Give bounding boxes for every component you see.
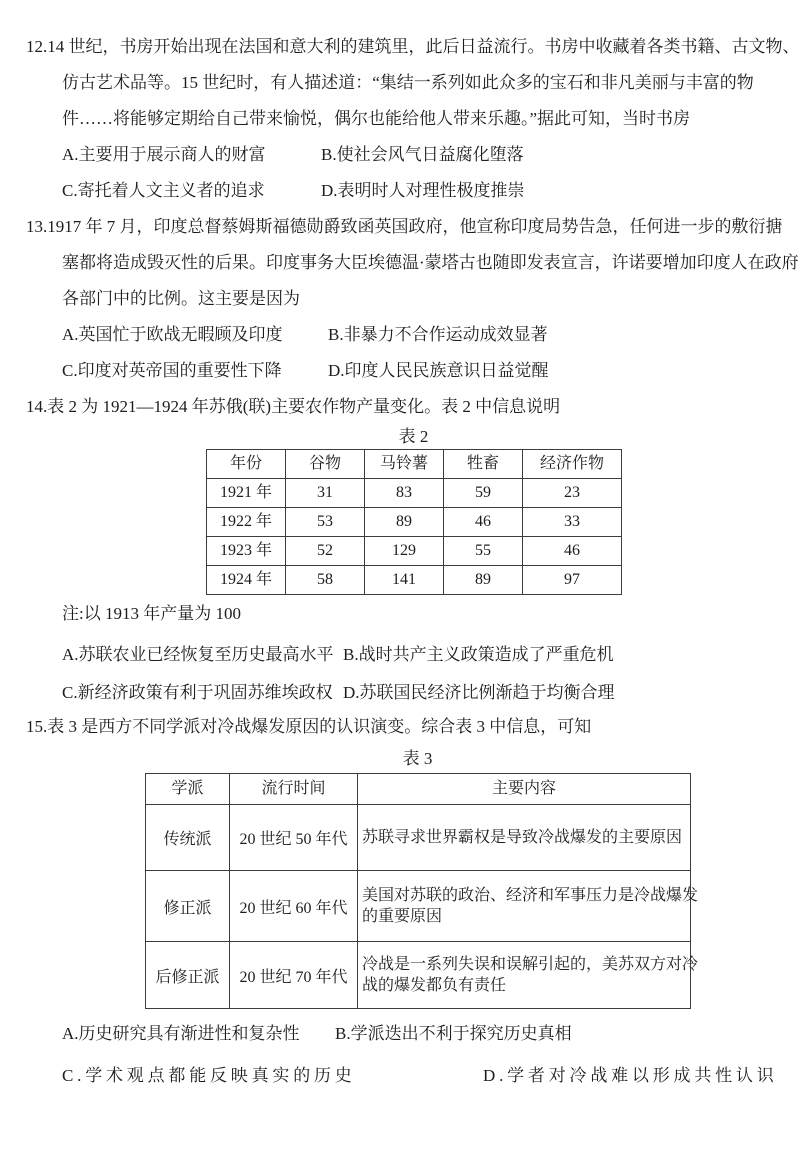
table-2-header-cell: 经济作物 xyxy=(523,450,622,479)
table-2-cell: 97 xyxy=(523,566,622,595)
table-3-content-cell xyxy=(358,871,699,942)
table-3-header-cell: 流行时间 xyxy=(230,774,358,805)
table-2-cell: 1922 年 xyxy=(207,508,286,537)
table-2-row xyxy=(207,537,622,566)
table-3-title: 表 3 xyxy=(402,749,433,768)
table-3-period-cell: 20 世纪 50 年代 xyxy=(230,805,358,871)
table-3-row xyxy=(146,942,691,1009)
table-2-cell: 129 xyxy=(365,537,444,566)
question-13 xyxy=(0,209,800,389)
table-3-header-row xyxy=(146,774,691,805)
question-12-line-1: 12.14 世纪，书房开始出现在法国和意大利的建筑里，此后日益流行。书房中收藏着各类书籍、古文物、 xyxy=(26,37,800,56)
table-2-cell: 46 xyxy=(444,508,523,537)
question-14-options-row-1 xyxy=(0,633,800,676)
question-13-line-2: 塞都将造成毁灭性的后果。印度事务大臣埃德温·蒙塔古也随即发表宣言，许诺要增加印度人在政府 xyxy=(62,253,799,272)
table-3-content-line: 美国对苏联的政治、经济和军事压力是冷战爆发 xyxy=(362,887,699,904)
question-12 xyxy=(0,29,800,209)
question-15-intro: 15.表 3 是西方不同学派对冷战爆发原因的认识演变。综合表 3 中信息，可知 xyxy=(26,717,592,736)
table-2-cell: 55 xyxy=(444,537,523,566)
question-13-line-3: 各部门中的比例。这主要是因为 xyxy=(62,289,300,308)
table-3-period-cell: 20 世纪 70 年代 xyxy=(230,942,358,1009)
option-13-b: B.非暴力不合作运动成效显著 xyxy=(328,325,548,344)
question-15-options-row-2 xyxy=(0,1058,800,1094)
table-2-title: 表 2 xyxy=(398,427,429,446)
table-2-cell: 89 xyxy=(365,508,444,537)
table-3-content-line: 战的爆发都负有责任 xyxy=(362,977,507,994)
table-2-cell: 89 xyxy=(444,566,523,595)
question-13-options-row-1 xyxy=(0,317,800,353)
question-13-options-row-2 xyxy=(0,353,800,389)
option-12-c: C.寄托着人文主义者的追求 xyxy=(62,181,265,200)
table-2-header-cell: 年份 xyxy=(207,450,286,479)
option-13-c: C.印度对英帝国的重要性下降 xyxy=(62,361,282,380)
question-15-options-row-1 xyxy=(0,1009,800,1058)
table-3 xyxy=(145,773,699,1009)
table-2-cell: 46 xyxy=(523,537,622,566)
table-2-cell: 52 xyxy=(286,537,365,566)
option-14-b: B.战时共产主义政策造成了严重危机 xyxy=(343,645,614,664)
option-14-a: A.苏联农业已经恢复至历史最高水平 xyxy=(62,645,334,664)
table-3-school-cell: 传统派 xyxy=(146,805,230,871)
table-3-row xyxy=(146,805,691,871)
table-3-content-cell xyxy=(358,942,699,1009)
table-3-content-line: 冷战是一系列失误和误解引起的，美苏双方对冷 xyxy=(362,956,699,973)
table-2-header-row xyxy=(207,450,622,479)
table-3-school-cell: 修正派 xyxy=(146,871,230,942)
question-14-intro: 14.表 2 为 1921—1924 年苏俄(联)主要农作物产量变化。表 2 中信息说明 xyxy=(26,397,561,416)
question-12-line-2: 仿古艺术品等。15 世纪时，有人描述道：“集结一系列如此众多的宝石和非凡美丽与丰富的物 xyxy=(62,73,754,92)
table-2-cell: 83 xyxy=(365,479,444,508)
table-3-header-cell: 学派 xyxy=(146,774,230,805)
question-15 xyxy=(0,709,800,1094)
table-3-content-line: 的重要原因 xyxy=(362,908,443,925)
table-2-note: 注:以 1913 年产量为 100 xyxy=(62,604,241,623)
table-2-cell: 1924 年 xyxy=(207,566,286,595)
table-3-period-cell: 20 世纪 60 年代 xyxy=(230,871,358,942)
table-3-content-cell xyxy=(358,805,691,871)
table-2-row xyxy=(207,508,622,537)
table-2-cell: 58 xyxy=(286,566,365,595)
option-13-d: D.印度人民民族意识日益觉醒 xyxy=(328,361,549,380)
table-3-content-line: 苏联寻求世界霸权是导致冷战爆发的主要原因 xyxy=(362,829,683,846)
table-2-header-cell: 马铃薯 xyxy=(365,450,444,479)
question-14-options-row-2 xyxy=(0,676,800,709)
table-2-cell: 23 xyxy=(523,479,622,508)
table-2-cell: 1921 年 xyxy=(207,479,286,508)
option-15-a: A.历史研究具有渐进性和复杂性 xyxy=(62,1024,300,1043)
option-14-d: D.苏联国民经济比例渐趋于均衡合理 xyxy=(343,683,615,702)
table-2-row xyxy=(207,566,622,595)
table-3-school-cell: 后修正派 xyxy=(146,942,230,1009)
table-2-cell: 31 xyxy=(286,479,365,508)
option-15-d: D.学者对冷战难以形成共性认识 xyxy=(483,1066,778,1085)
table-2-header-cell: 牲畜 xyxy=(444,450,523,479)
question-14 xyxy=(0,389,800,709)
table-3-row xyxy=(146,871,691,942)
table-2-cell: 53 xyxy=(286,508,365,537)
option-14-c: C.新经济政策有利于巩固苏维埃政权 xyxy=(62,683,333,702)
question-13-line-1: 13.1917 年 7 月，印度总督蔡姆斯福德勋爵致函英国政府，他宣称印度局势告急，任何进一步的敷衍搪 xyxy=(26,217,783,236)
question-12-line-3: 件……将能够定期给自己带来愉悦，偶尔也能给他人带来乐趣。”据此可知，当时书房 xyxy=(62,109,691,128)
option-12-d: D.表明时人对理性极度推崇 xyxy=(321,181,525,200)
table-2-row xyxy=(207,479,622,508)
option-15-b: B.学派迭出不利于探究历史真相 xyxy=(335,1024,572,1043)
table-2-header-cell: 谷物 xyxy=(286,450,365,479)
option-12-b: B.使社会风气日益腐化堕落 xyxy=(321,145,524,164)
table-2-cell: 141 xyxy=(365,566,444,595)
option-13-a: A.英国忙于欧战无暇顾及印度 xyxy=(62,325,283,344)
question-12-options-row-2 xyxy=(0,173,800,209)
table-3-header-cell: 主要内容 xyxy=(358,774,691,805)
table-2-cell: 33 xyxy=(523,508,622,537)
question-12-options-row-1 xyxy=(0,137,800,173)
option-15-c: C.学术观点都能反映真实的历史 xyxy=(62,1066,356,1085)
table-2-cell: 1923 年 xyxy=(207,537,286,566)
option-12-a: A.主要用于展示商人的财富 xyxy=(62,145,266,164)
table-2 xyxy=(206,449,622,595)
table-2-cell: 59 xyxy=(444,479,523,508)
